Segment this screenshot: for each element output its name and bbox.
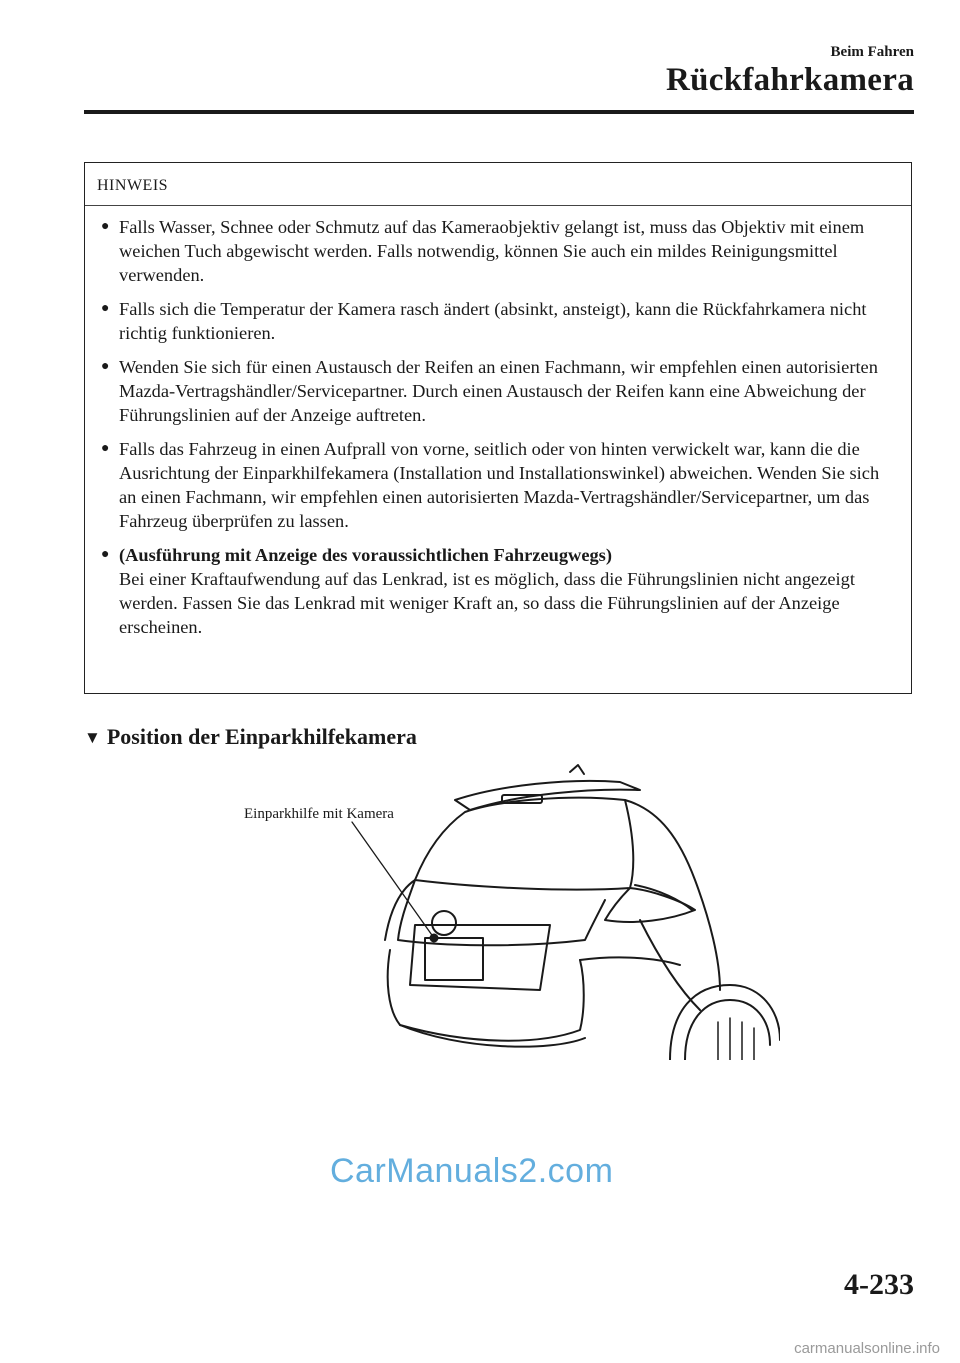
note-item bbox=[99, 437, 897, 533]
note-item-text: Falls Wasser, Schnee oder Schmutz auf das Kameraobjektiv gelangt ist, muss das Objektiv mit einem weichen Tuch abgewischt werden. Falls notwendig, können Sie auch ein mildes Reinigungsmittel verwenden. bbox=[119, 217, 865, 285]
chapter-label: Beim Fahren bbox=[830, 44, 914, 60]
page-title: Rückfahrkamera bbox=[665, 62, 914, 98]
header-divider bbox=[84, 110, 914, 114]
note-label: HINWEIS bbox=[97, 177, 169, 194]
note-item-bold: (Ausführung mit Anzeige des voraussichtlichen Fahrzeugwegs) bbox=[119, 545, 612, 565]
note-list bbox=[99, 215, 897, 649]
figure-caption: Einparkhilfe mit Kamera bbox=[244, 806, 394, 822]
bullet-icon: ● bbox=[101, 441, 110, 456]
bullet-icon: ● bbox=[101, 219, 110, 234]
note-item bbox=[99, 215, 897, 287]
note-item bbox=[99, 355, 897, 427]
watermark-logo: CarManuals2.com bbox=[330, 1152, 614, 1190]
note-item-text: Falls das Fahrzeug in einen Aufprall von vorne, seitlich oder von hinten verwickelt war, kann die die Ausrichtung der Einparkhilfekamera (Installation und Installationswinkel) abweichen. Wenden Sie sich an einen Fachmann, wir empfehlen einen autorisierten Mazda-Vertragshändler/Servicepartner, um das Fahrzeug überprüfen zu lassen. bbox=[119, 439, 880, 531]
footer-site-link[interactable]: carmanualsonline.info bbox=[794, 1340, 940, 1357]
note-item-text: Falls sich die Temperatur der Kamera rasch ändert (absinkt, ansteigt), kann die Rückfahrkamera nicht richtig funktionieren. bbox=[119, 299, 867, 343]
note-item-text: Bei einer Kraftaufwendung auf das Lenkrad, ist es möglich, dass die Führungslinien nicht angezeigt werden. Fassen Sie das Lenkrad mit weniger Kraft an, so dass die Führungslinien auf der Anzeige erscheinen. bbox=[119, 569, 855, 637]
note-item bbox=[99, 297, 897, 345]
bullet-icon: ● bbox=[101, 547, 110, 562]
triangle-down-icon: ▼ bbox=[84, 728, 101, 747]
section-heading-text: Position der Einparkhilfekamera bbox=[106, 724, 417, 749]
note-divider bbox=[85, 205, 911, 206]
note-item bbox=[99, 543, 897, 639]
note-item-text: Wenden Sie sich für einen Austausch der Reifen an einen Fachmann, wir empfehlen einen autorisierten Mazda-Vertragshändler/Servicepartner. Durch einen Austausch der Reifen kann eine Abweichung der Führungslinien auf der Anzeige auftreten. bbox=[119, 357, 878, 425]
car-rear-illustration bbox=[240, 760, 780, 1060]
note-box bbox=[84, 162, 912, 694]
page-number: 4-233 bbox=[844, 1268, 914, 1301]
bullet-icon: ● bbox=[101, 359, 110, 374]
section-heading bbox=[84, 724, 417, 750]
bullet-icon: ● bbox=[101, 301, 110, 316]
